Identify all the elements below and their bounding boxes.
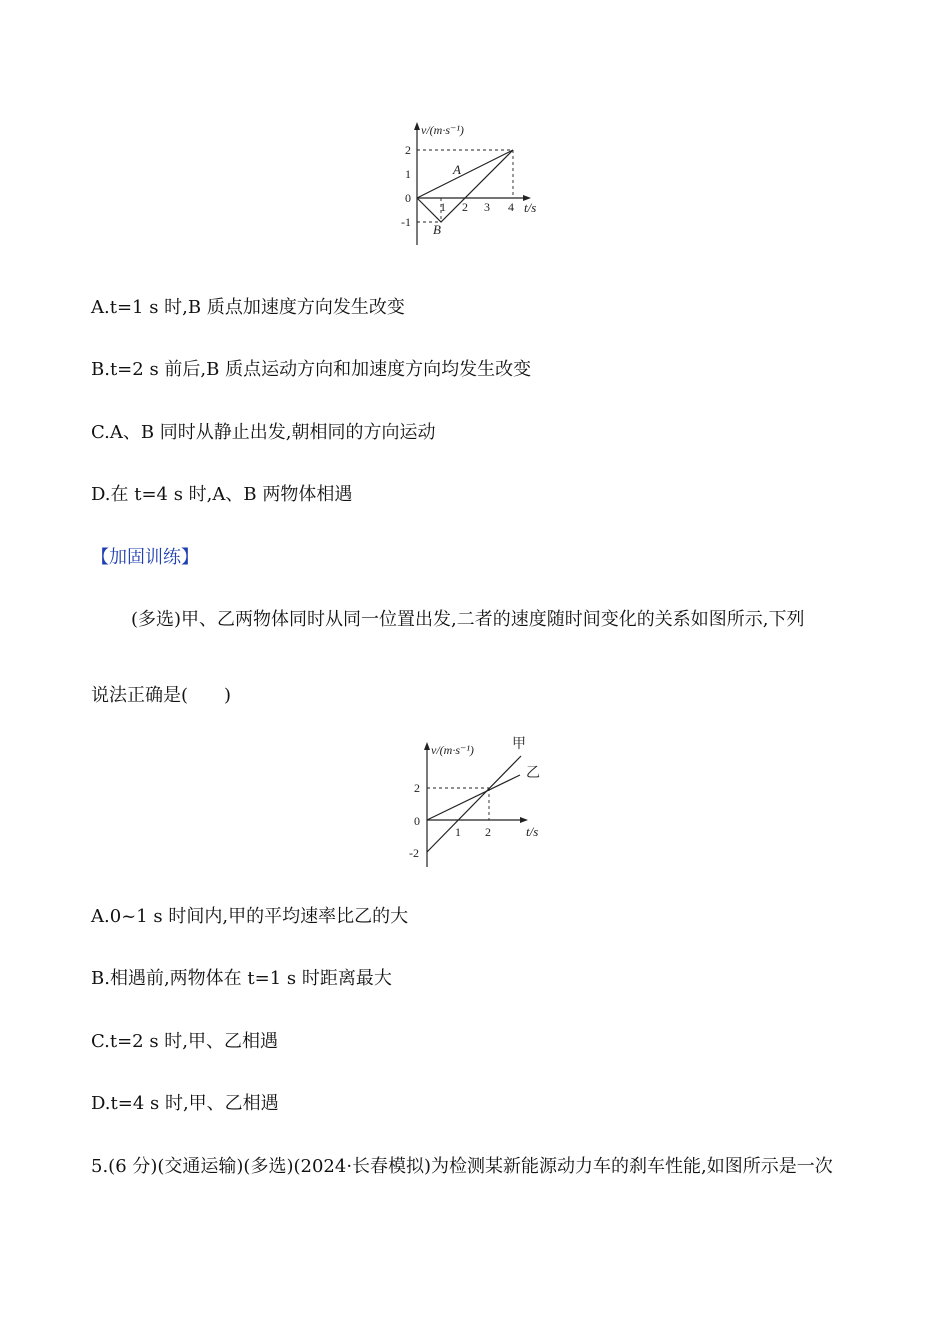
y-tick: -2 <box>409 846 419 860</box>
x-tick: 2 <box>462 200 468 214</box>
reinforce-option-c: C.t=2 s 时,甲、乙相遇 <box>91 1031 279 1052</box>
x-tick: 1 <box>455 825 461 839</box>
x-axis-arrow <box>520 817 528 823</box>
q4-option-a: A.t=1 s 时,B 质点加速度方向发生改变 <box>91 297 405 318</box>
y-axis-label: v/(m·s⁻¹) <box>421 123 464 137</box>
y-tick: 1 <box>405 167 411 181</box>
reinforce-heading: 【加固训练】 <box>91 547 199 568</box>
y-axis-arrow <box>424 742 430 750</box>
x-tick: 1 <box>440 200 446 214</box>
y-tick: 0 <box>414 814 420 828</box>
label-yi: 乙 <box>526 766 540 781</box>
x-axis-label: t/s <box>524 200 537 215</box>
y-tick: -1 <box>401 215 411 229</box>
label-b: B <box>433 222 441 237</box>
x-tick: 4 <box>508 200 514 214</box>
reinforce-stem-line1: (多选)甲、乙两物体同时从同一位置出发,二者的速度随时间变化的关系如图所示,下列 <box>131 609 805 630</box>
reinforce-option-a: A.0~1 s 时间内,甲的平均速率比乙的大 <box>91 906 409 927</box>
line-a <box>417 150 513 198</box>
q5-stem: 5.(6 分)(交通运输)(多选)(2024·长春模拟)为检测某新能源动力车的刹车性能,如图所示是一次 <box>91 1156 833 1177</box>
y-tick: 0 <box>405 191 411 205</box>
q4-option-d: D.在 t=4 s 时,A、B 两物体相遇 <box>91 484 353 505</box>
x-tick: 3 <box>484 200 490 214</box>
reinforce-stem-line2: 说法正确是( ) <box>91 685 232 706</box>
x-axis-label: t/s <box>526 824 539 839</box>
vt-graph-jia-yi <box>0 730 950 870</box>
y-tick: 2 <box>405 143 411 157</box>
label-a: A <box>453 162 461 177</box>
q4-option-c: C.A、B 同时从静止出发,朝相同的方向运动 <box>91 422 436 443</box>
reinforce-option-d: D.t=4 s 时,甲、乙相遇 <box>91 1093 279 1114</box>
reinforce-option-b: B.相遇前,两物体在 t=1 s 时距离最大 <box>91 968 392 989</box>
q4-option-b: B.t=2 s 前后,B 质点运动方向和加速度方向均发生改变 <box>91 359 532 380</box>
y-axis-label: v/(m·s⁻¹) <box>431 743 474 757</box>
y-axis-arrow <box>414 122 420 130</box>
line-jia <box>427 756 521 852</box>
label-jia: 甲 <box>512 737 526 752</box>
x-tick: 2 <box>485 825 491 839</box>
line-yi <box>427 775 520 820</box>
vt-graph-ab <box>0 0 950 260</box>
y-tick: 2 <box>414 781 420 795</box>
